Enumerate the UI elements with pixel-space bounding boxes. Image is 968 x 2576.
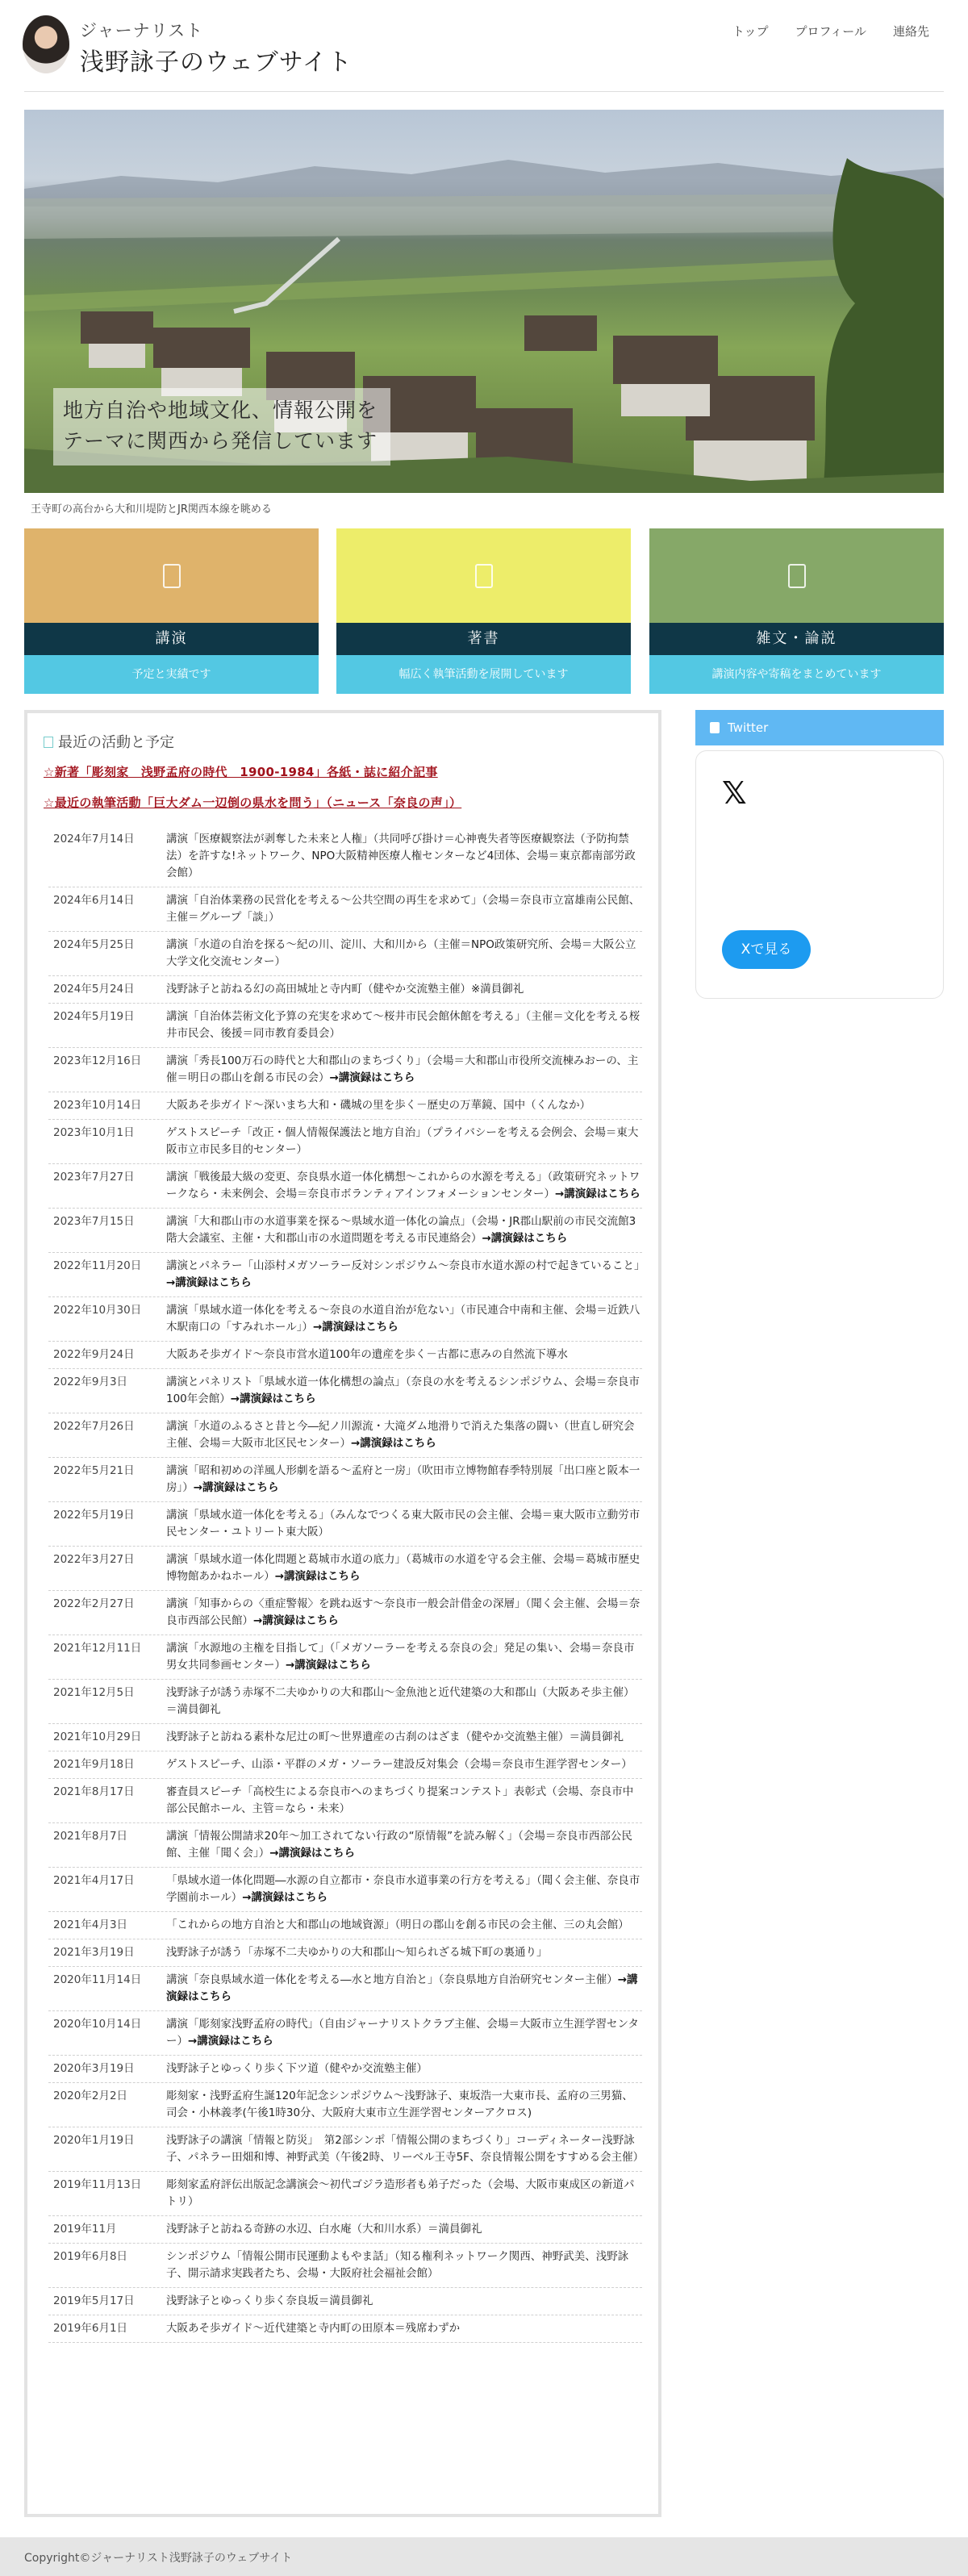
activity-row [48,1369,642,1413]
feature-lectures-title[interactable]: 講演 [24,623,319,655]
transcript-link[interactable]: →講演録はこちら [274,1570,361,1583]
activity-description: 浅野詠子と訪ねる素朴な尼辻の町～世界遺産の古刹のはざま（健やか交流塾主催）＝満員御礼 [166,1731,624,1743]
hero-photo-credit: 王寺町の高台から大和川堤防とJR関西本線を眺める [31,503,272,516]
site-title[interactable]: 浅野詠子のウェブサイト [80,48,353,77]
activity-date: 2022年11月20日 [53,1259,142,1272]
activity-row [48,1823,642,1868]
activity-date: 2021年10月29日 [53,1731,142,1743]
activity-date: 2022年10月30日 [53,1304,142,1317]
activity-row [48,1253,645,1297]
activity-row [48,2056,642,2083]
twitter-icon [710,722,720,733]
twitter-embed [695,750,944,999]
activity-description: 講演「県域水道一体化問題と葛城市水道の底力」（葛城市の水道を守る会主催、会場＝葛城市歴史博物館あかねホール）→講演録はこちら [166,1553,640,1583]
activity-description: 講演「県域水道一体化を考える～奈良の水道自治が危ない」（市民連合中南和主催、会場＝近鉄八木駅南口の「すみれホール」）→講演録はこちら [166,1304,640,1334]
activity-date: 2020年3月19日 [53,2062,135,2075]
feature-lectures[interactable] [24,528,319,694]
activity-date: 2020年2月2日 [53,2090,128,2102]
feature-essays-title[interactable]: 雑文・論説 [649,623,944,655]
activity-description: 講演「水道のふるさと昔と今―紀ノ川源流・大滝ダム地滑りで消えた集落の闘い（世直し研究会主催、会場＝大阪市北区民センター）→講演録はこちら [166,1420,635,1450]
activity-date: 2019年11月 [53,2223,117,2236]
activity-description: 浅野詠子と訪ねる奇跡の水辺、白水庵（大和川水系）＝満員御礼 [166,2223,482,2236]
activity-date: 2021年4月3日 [53,1918,128,1931]
activity-date: 2021年8月17日 [53,1785,135,1798]
activity-description: 講演「水道の自治を探る～紀の川、淀川、大和川から（主催＝NPO政策研究所、会場＝大阪公立大学文化交流センター） [166,938,636,968]
activity-date: 2022年5月19日 [53,1509,135,1522]
activity-description: 講演「大和郡山市の水道事業を探る～県域水道一体化の論点」（会場・JR郡山駅前の市民交流館3階大会議室、主催・大和郡山市の水道問題を考える市民連絡会）→講演録はこちら [166,1215,636,1245]
activity-date: 2021年9月18日 [53,1758,135,1771]
activity-row [48,1912,642,1939]
transcript-link[interactable]: →講演録はこちら [253,1614,339,1627]
activity-date: 2024年7月14日 [53,833,135,845]
activity-date: 2019年5月17日 [53,2294,135,2307]
activity-description: 大阪あそ歩ガイド～近代建築と寺内町の田原本＝残席わずか [166,2322,461,2335]
feature-lectures-image[interactable] [24,528,319,623]
activity-row [48,1120,642,1164]
activity-description: 講演とパネリスト「県域水道一体化構想の論点」（奈良の水を考えるシンポジウム、会場＝奈良市100年会館）→講演録はこちら [166,1376,640,1405]
feature-books-title[interactable]: 著書 [336,623,631,655]
notice-link-new-book[interactable]: ☆新著「彫刻家 浅野孟府の時代 1900-1984」各紙・誌に紹介記事 [44,765,438,779]
activity-row [48,2288,642,2315]
activity-date: 2022年2月27日 [53,1597,135,1610]
nav-contact[interactable]: 連絡先 [892,24,929,39]
notice-link-recent-writing[interactable]: ☆最近の執筆活動「巨大ダム一辺倒の県水を問う」（ニュース「奈良の声」） [44,795,462,810]
transcript-link[interactable]: →講演録はこちら [242,1891,328,1904]
activity-description: シンポジウム「情報公開市民運動よもやま話」（知る権利ネットワーク関西、神野武美、浅野詠子、開示請求実践者たち、会場・大阪府社会福祉会館） [166,2250,629,2280]
activity-row [48,826,642,887]
activity-row [48,1751,642,1779]
activity-date: 2023年7月27日 [53,1171,135,1184]
activity-description: 講演「秀長100万石の時代と大和郡山のまちづくり」（会場＝大和郡山市役所交流棟みおーの、主催＝明日の郡山を創る市民の会）→講演録はこちら [166,1054,639,1084]
document-icon [788,564,806,588]
activity-row [48,1868,642,1912]
transcript-link[interactable]: →講演録はこちら [285,1659,371,1672]
feature-books-image[interactable] [336,528,631,623]
activity-row [48,1342,642,1369]
author-avatar[interactable] [23,15,69,73]
activity-description: ゲストスピーチ「改正・個人情報保護法と地方自治」（プライバシーを考える会例会、会場＝東大阪市立市民多目的センター） [166,1126,639,1156]
activity-description: 浅野詠子の講演「情報と防災」 第2部シンポ「情報公開のまちづくり」コーディネーター浅野詠子、パネラー田畑和博、神野武美（午後2時、リーベル王寺5F、奈良情報公開をすすめる会主催） [166,2134,645,2164]
feature-essays-image[interactable] [649,528,944,623]
document-icon [475,564,493,588]
activity-row [48,1680,642,1724]
activity-date: 2024年5月19日 [53,1010,135,1023]
activity-row [48,2216,642,2244]
view-on-x-button[interactable]: Xで見る [722,930,811,969]
feature-books[interactable] [336,528,631,694]
activity-row [48,932,642,976]
activity-row [48,1724,642,1751]
activity-description: 講演「自治体芸術文化予算の充実を求めて～桜井市民会館休館を考える」（主催＝文化を考える桜井市民会、後援＝同市教育委員会） [166,1010,640,1040]
site-header [0,0,968,93]
transcript-link[interactable]: →講演録はこちら [269,1847,356,1860]
activity-description: 講演「奈良県域水道一体化を考える―水と地方自治と」（奈良県地方自治研究センター主催）→講演録はこちら [166,1973,638,2003]
nav-profile[interactable]: プロフィール [795,24,866,39]
activity-row [48,1547,642,1591]
activity-date: 2019年6月1日 [53,2322,128,2335]
twitter-widget-label: Twitter [728,720,769,735]
activity-row [48,2244,642,2288]
feature-books-desc[interactable]: 幅広く執筆活動を展開しています [336,655,631,694]
activity-panel [24,710,661,2517]
hero-caption-line-2: テーマに関西から発信しています [63,429,378,453]
site-footer [0,2537,968,2576]
activity-date: 2019年6月8日 [53,2250,128,2263]
calendar-icon [44,737,53,748]
activity-description: 浅野詠子とゆっくり歩く下ツ道（健やか交流塾主催） [166,2062,428,2075]
hero-image [24,110,944,493]
activity-date: 2022年7月26日 [53,1420,135,1433]
activity-row [48,1297,642,1342]
activity-description: 彫刻家孟府評伝出版記念講演会～初代ゴジラ造形者も弟子だった（会場、大阪市東成区の新道パトリ） [166,2178,635,2208]
activity-row [48,1779,642,1823]
activity-date: 2024年5月24日 [53,983,135,996]
transcript-link[interactable]: →講演録はこちら [166,1973,638,2003]
activity-description: 講演「知事からの〈重症警報〉を跳ね返す～奈良市一般会計借金の深層」（聞く会主催、会場＝奈良市西部公民館）→講演録はこちら [166,1597,640,1627]
feature-essays[interactable] [649,528,944,694]
transcript-link[interactable]: →講演録はこちら [350,1437,436,1450]
activity-row [48,2315,642,2343]
activity-row [48,1591,642,1635]
x-logo-icon: 𝕏 [722,775,747,811]
activity-description: 「県域水道一体化問題―水源の自立都市・奈良市水道事業の行方を考える」（聞く会主催、奈良市学園前ホール）→講演録はこちら [166,1874,640,1904]
activity-date: 2023年10月14日 [53,1099,142,1112]
activity-date: 2023年12月16日 [53,1054,142,1067]
activity-description: 彫刻家・浅野孟府生誕120年記念シンポジウム～浅野詠子、東坂浩一大東市長、孟府の三男猫、司会・小林義孝(午後1時30分、大阪府大東市立生涯学習センターアクロス) [166,2090,633,2119]
activity-row [48,2011,642,2056]
activity-row [48,1502,642,1547]
activity-row [48,1164,642,1209]
activity-date: 2020年10月14日 [53,2018,142,2031]
activity-description: 浅野詠子と訪ねる幻の高田城址と寺内町（健やか交流塾主催）※満員御礼 [166,983,524,996]
activity-row [48,2172,642,2216]
site-subtitle: ジャーナリスト [80,21,204,40]
nav-top[interactable]: トップ [732,24,769,39]
activity-date: 2022年9月24日 [53,1348,135,1361]
activity-date: 2020年11月14日 [53,1973,142,1986]
activity-date: 2021年8月7日 [53,1830,128,1843]
activity-description: 浅野詠子が誘う「赤塚不二夫ゆかりの大和郡山～知られざる城下町の裏通り」 [166,1946,548,1959]
activity-row [48,1209,642,1253]
activity-description: 講演「県域水道一体化を考える」（みんなでつくる東大阪市民の会主催、会場＝東大阪市立動労市民センター・ユトリート東大阪） [166,1509,640,1539]
activity-date: 2022年9月3日 [53,1376,128,1388]
activity-date: 2021年4月17日 [53,1874,135,1887]
transcript-link[interactable]: →講演録はこちら [230,1392,316,1405]
transcript-link[interactable]: →講演録はこちら [554,1188,640,1200]
transcript-link[interactable]: →講演録はこちら [193,1481,279,1494]
activity-date: 2019年11月13日 [53,2178,142,2191]
activity-description: 浅野詠子とゆっくり歩く奈良坂＝満員御礼 [166,2294,373,2307]
activity-date: 2021年12月11日 [53,1642,142,1655]
activity-description: 講演とパネラー「山添村メガソーラー反対シンポジウム～奈良市水道水源の村で起きていること」→講演録はこちら [166,1259,645,1289]
activity-row [48,2083,642,2127]
activity-heading-label: 最近の活動と予定 [58,734,174,751]
transcript-link[interactable]: →講演録はこちら [482,1232,568,1245]
activity-row [48,1413,642,1458]
activity-description: 大阪あそ歩ガイド～奈良市営水道100年の遺産を歩く－古都に恵みの自然流下導水 [166,1348,568,1361]
header-divider [24,91,944,92]
activity-description: 講演「戦後最大級の変更、奈良県水道一体化構想～これからの水源を考える」（政策研究ネットワークなら・未来例会、会場＝奈良市ボランティアインフォメーションセンター）→講演録はこちら [166,1171,640,1200]
activity-description: 審査員スピーチ「高校生による奈良市へのまちづくり提案コンテスト」表彰式（会場、奈良市中部公民館ホール、主管＝なら・未来） [166,1785,634,1815]
activity-row [48,976,642,1004]
activity-description: 講演「情報公開請求20年～加工されてない行政の“原情報”を読み解く」（会場＝奈良市西部公民館、主催「聞く会」）→講演録はこちら [166,1830,632,1860]
activity-description: 講演「自治体業務の民営化を考える～公共空間の再生を求めて」（会場＝奈良市立富雄南公民館、主催＝グループ「談」） [166,894,640,924]
document-icon [163,564,181,588]
activity-heading [44,731,174,752]
activity-date: 2024年6月14日 [53,894,135,907]
activity-date: 2021年12月5日 [53,1686,135,1699]
activity-row [48,1092,642,1120]
global-nav [732,23,929,40]
activity-description: ゲストスピーチ、山添・平群のメガ・ソーラー建設反対集会（会場＝奈良市生涯学習センター） [166,1758,632,1771]
activity-date: 2020年1月19日 [53,2134,135,2147]
activity-date: 2022年3月27日 [53,1553,135,1566]
activity-date: 2021年3月19日 [53,1946,135,1959]
activity-list [48,826,645,2343]
activity-description: 講演「彫刻家浅野孟府の時代」（自由ジャーナリストクラブ主催、会場＝大阪市立生涯学習センター）→講演録はこちら [166,2018,639,2048]
activity-description: 講演「医療観察法が剥奪した未来と人権」（共同呼び掛け＝心神喪失者等医療観察法（予防拘禁法）を許すな!ネットワーク、NPO大阪精神医療人権センターなど4団体、会場＝東京都南部労政会館） [166,833,636,879]
activity-row [48,887,642,932]
activity-row [48,1939,642,1967]
activity-description: 講演「水源地の主権を目指して」（「メガソーラーを考える奈良の会」発足の集い、会場＝奈良市男女共同参画センター）→講演録はこちら [166,1642,635,1672]
hero-caption [63,395,386,457]
activity-description: 浅野詠子が誘う赤塚不二夫ゆかりの大和郡山～金魚池と近代建築の大和郡山（大阪あそ歩主催）＝満員御礼 [166,1686,635,1716]
feature-lectures-desc[interactable]: 予定と実績です [24,655,319,694]
transcript-link[interactable]: →講演録はこちら [166,1276,252,1289]
activity-row [48,1458,642,1502]
activity-row [48,2127,645,2172]
transcript-link[interactable]: →講演録はこちら [188,2035,273,2048]
hero-caption-line-1: 地方自治や地域文化、情報公開を [63,399,378,422]
activity-date: 2022年5月21日 [53,1464,135,1477]
copyright-text: Copyright©ジャーナリスト浅野詠子のウェブサイト [24,2552,293,2565]
transcript-link[interactable]: →講演録はこちら [329,1071,415,1084]
activity-row [48,1048,642,1092]
activity-description: 大阪あそ歩ガイド～深いまち大和・磯城の里を歩く－歴史の万華鏡、国中（くんなか） [166,1099,591,1112]
activity-date: 2023年7月15日 [53,1215,135,1228]
activity-description: 講演「昭和初めの洋風人形劇を語る～孟府と一房」（吹田市立博物館春季特別展「出口座と阪本一房」）→講演録はこちら [166,1464,640,1494]
feature-essays-desc[interactable]: 講演内容や寄稿をまとめています [649,655,944,694]
twitter-widget-header [695,710,944,745]
transcript-link[interactable]: →講演録はこちら [312,1321,398,1334]
activity-date: 2023年10月1日 [53,1126,135,1139]
activity-description: 「これからの地方自治と大和郡山の地域資源」（明日の郡山を創る市民の会主催、三の丸会館） [166,1918,629,1931]
activity-row [48,1635,642,1680]
activity-date: 2024年5月25日 [53,938,135,951]
activity-row [48,1967,642,2011]
activity-row [48,1004,642,1048]
